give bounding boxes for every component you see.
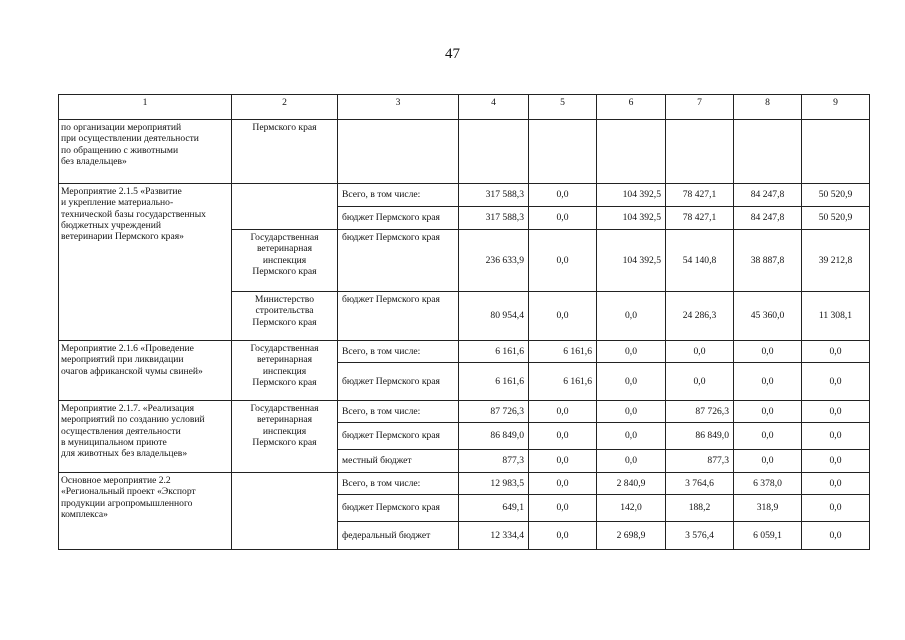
value-cell: 0,0	[802, 473, 870, 495]
value-cell: 0,0	[529, 450, 597, 473]
value-cell: 104 392,5	[597, 207, 666, 230]
value-cell: 12 334,4	[459, 522, 529, 550]
header-cell: 2	[232, 95, 338, 120]
value-cell: 0,0	[802, 450, 870, 473]
value-cell: 54 140,8	[666, 230, 734, 292]
value-cell: 236 633,9	[459, 230, 529, 292]
value-cell: 104 392,5	[597, 230, 666, 292]
value-cell: 84 247,8	[734, 184, 802, 207]
budget-table	[58, 94, 870, 550]
value-cell: 142,0	[597, 495, 666, 522]
source-cell: бюджет Пермского края	[338, 423, 459, 450]
empty-cell	[529, 120, 597, 184]
value-cell: 6 161,6	[529, 341, 597, 363]
empty-cell	[734, 120, 802, 184]
executor-cell: Государственная ветеринарная инспекция Пермского края	[232, 230, 338, 292]
value-cell: 0,0	[734, 341, 802, 363]
executor-cell	[232, 184, 338, 230]
value-cell: 0,0	[597, 401, 666, 423]
value-cell: 87 726,3	[666, 401, 734, 423]
value-cell: 80 954,4	[459, 292, 529, 341]
value-cell: 24 286,3	[666, 292, 734, 341]
value-cell: 50 520,9	[802, 184, 870, 207]
value-cell: 0,0	[802, 522, 870, 550]
source-cell: местный бюджет	[338, 450, 459, 473]
header-cell: 8	[734, 95, 802, 120]
value-cell: 317 588,3	[459, 207, 529, 230]
source-cell: бюджет Пермского края	[338, 207, 459, 230]
value-cell: 0,0	[734, 401, 802, 423]
value-cell: 0,0	[529, 292, 597, 341]
table-row	[59, 120, 870, 184]
value-cell: 6 161,6	[459, 341, 529, 363]
empty-cell	[802, 120, 870, 184]
source-cell: Всего, в том числе:	[338, 184, 459, 207]
value-cell: 38 887,8	[734, 230, 802, 292]
source-cell: Всего, в том числе:	[338, 401, 459, 423]
value-cell: 0,0	[597, 363, 666, 401]
value-cell: 0,0	[529, 473, 597, 495]
source-cell: бюджет Пермского края	[338, 292, 459, 341]
value-cell: 0,0	[597, 341, 666, 363]
source-cell: бюджет Пермского края	[338, 230, 459, 292]
value-cell: 0,0	[529, 495, 597, 522]
value-cell: 6 161,6	[459, 363, 529, 401]
value-cell: 86 849,0	[459, 423, 529, 450]
table-row	[59, 341, 870, 363]
value-cell: 104 392,5	[597, 184, 666, 207]
value-cell: 0,0	[529, 423, 597, 450]
value-cell: 0,0	[734, 423, 802, 450]
value-cell: 0,0	[666, 341, 734, 363]
executor-cell: Пермского края	[232, 120, 338, 184]
value-cell: 649,1	[459, 495, 529, 522]
value-cell: 45 360,0	[734, 292, 802, 341]
value-cell: 0,0	[666, 363, 734, 401]
value-cell: 11 308,1	[802, 292, 870, 341]
source-cell: федеральный бюджет	[338, 522, 459, 550]
value-cell: 0,0	[597, 450, 666, 473]
value-cell: 2 840,9	[597, 473, 666, 495]
value-cell: 39 212,8	[802, 230, 870, 292]
value-cell: 0,0	[597, 292, 666, 341]
value-cell: 0,0	[529, 230, 597, 292]
value-cell: 877,3	[666, 450, 734, 473]
value-cell: 0,0	[529, 207, 597, 230]
value-cell: 0,0	[734, 450, 802, 473]
empty-cell	[597, 120, 666, 184]
value-cell: 50 520,9	[802, 207, 870, 230]
value-cell: 87 726,3	[459, 401, 529, 423]
source-cell: бюджет Пермского края	[338, 363, 459, 401]
value-cell: 6 161,6	[529, 363, 597, 401]
value-cell: 0,0	[734, 363, 802, 401]
header-cell: 9	[802, 95, 870, 120]
table-row	[59, 401, 870, 423]
source-cell: бюджет Пермского края	[338, 495, 459, 522]
empty-cell	[338, 120, 459, 184]
value-cell: 3 576,4	[666, 522, 734, 550]
header-row	[59, 95, 870, 120]
header-cell: 7	[666, 95, 734, 120]
header-cell: 3	[338, 95, 459, 120]
value-cell: 0,0	[802, 423, 870, 450]
measure-cell: Мероприятие 2.1.7. «Реализация мероприятий по созданию условий осуществления деятельности в муниципальном приюте для животных без владельцев»	[59, 401, 232, 473]
table-row	[59, 184, 870, 207]
value-cell: 78 427,1	[666, 207, 734, 230]
page-number: 47	[445, 46, 460, 62]
value-cell: 6 378,0	[734, 473, 802, 495]
value-cell: 3 764,6	[666, 473, 734, 495]
executor-cell: Государственная ветеринарная инспекция Пермского края	[232, 341, 338, 401]
measure-cell: Мероприятие 2.1.6 «Проведение мероприятий при ликвидации очагов африканской чумы свиней»	[59, 341, 232, 401]
empty-cell	[459, 120, 529, 184]
value-cell: 0,0	[529, 184, 597, 207]
value-cell: 2 698,9	[597, 522, 666, 550]
value-cell: 84 247,8	[734, 207, 802, 230]
value-cell: 0,0	[802, 401, 870, 423]
value-cell: 0,0	[802, 341, 870, 363]
executor-cell: Министерство строительства Пермского края	[232, 292, 338, 341]
header-cell: 4	[459, 95, 529, 120]
source-cell: Всего, в том числе:	[338, 473, 459, 495]
value-cell: 0,0	[802, 363, 870, 401]
value-cell: 318,9	[734, 495, 802, 522]
executor-cell	[232, 473, 338, 550]
header-cell: 6	[597, 95, 666, 120]
measure-cell: Основное мероприятие 2.2 «Региональный проект «Экспорт продукции агропромышленного комплекса»	[59, 473, 232, 550]
value-cell: 0,0	[802, 495, 870, 522]
measure-cell: по организации мероприятий при осуществлении деятельности по обращению с животными без владельцев»	[59, 120, 232, 184]
value-cell: 317 588,3	[459, 184, 529, 207]
value-cell: 0,0	[529, 522, 597, 550]
value-cell: 86 849,0	[666, 423, 734, 450]
empty-cell	[666, 120, 734, 184]
value-cell: 78 427,1	[666, 184, 734, 207]
value-cell: 0,0	[597, 423, 666, 450]
value-cell: 877,3	[459, 450, 529, 473]
header-cell: 1	[59, 95, 232, 120]
value-cell: 188,2	[666, 495, 734, 522]
value-cell: 0,0	[529, 401, 597, 423]
table-row	[59, 473, 870, 495]
value-cell: 6 059,1	[734, 522, 802, 550]
measure-cell: Мероприятие 2.1.5 «Развитие и укрепление материально- технической базы государственных бюджетных учреждений ветеринарии Пермского края»	[59, 184, 232, 341]
value-cell: 12 983,5	[459, 473, 529, 495]
executor-cell: Государственная ветеринарная инспекция Пермского края	[232, 401, 338, 473]
header-cell: 5	[529, 95, 597, 120]
source-cell: Всего, в том числе:	[338, 341, 459, 363]
